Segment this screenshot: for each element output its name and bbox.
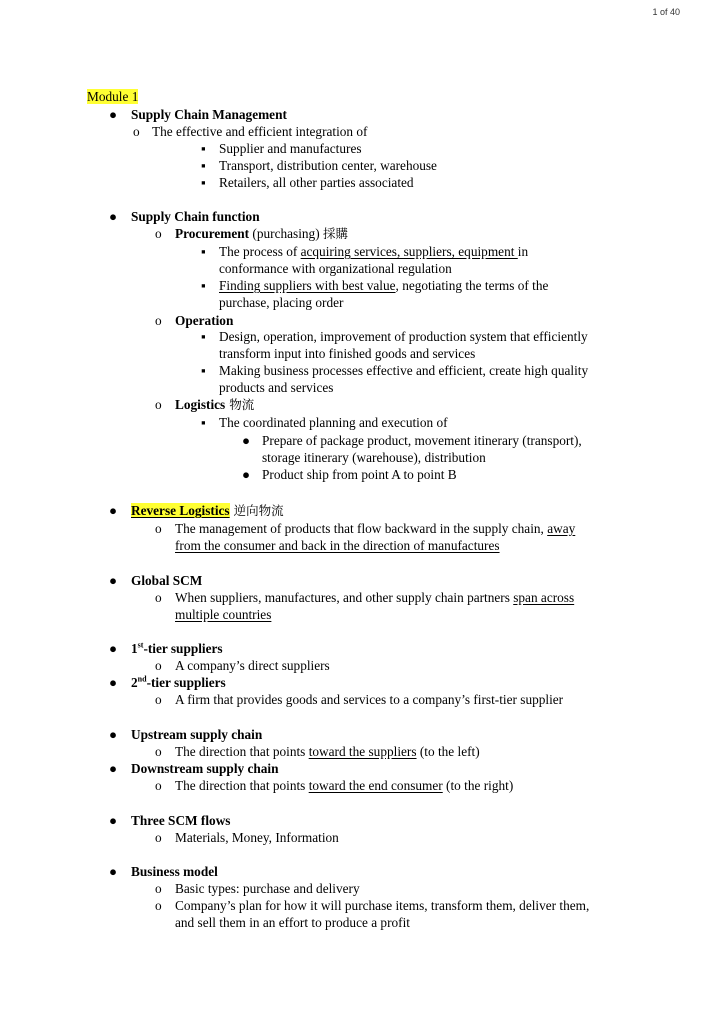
procurement-label: Procurement	[175, 226, 250, 241]
flows-def: Materials, Money, Information	[175, 830, 339, 845]
procurement-cjk: 採購	[322, 226, 348, 241]
downstream-def	[175, 777, 513, 794]
circle-bullet: o	[155, 881, 162, 896]
logistics-d1: Prepare of package product, movement itinerary (transport),	[262, 433, 582, 448]
reverse-line1-u: away	[547, 521, 576, 536]
p1-post: in	[517, 244, 529, 259]
scm-item-2: Retailers, all other parties associated	[219, 175, 414, 190]
square-bullet: ▪	[201, 175, 206, 190]
upstream-def	[175, 743, 480, 760]
circle-bullet: o	[155, 778, 162, 793]
square-bullet: ▪	[201, 278, 206, 293]
bullet-scm: ●	[109, 107, 118, 122]
reverse-line2: from the consumer and back in the direction of manufactures	[175, 538, 500, 553]
scm-def: The effective and efficient integration of	[152, 124, 368, 139]
circle-bullet: o	[155, 692, 162, 707]
square-bullet: ▪	[201, 415, 206, 430]
global-line2: multiple countries	[175, 607, 272, 622]
square-bullet: ▪	[201, 329, 206, 344]
module-title-text: Module 1	[87, 89, 139, 104]
tier1-sup: st	[137, 640, 144, 650]
downstream-post: (to the right)	[442, 778, 514, 793]
operation-o2-line2: products and services	[219, 380, 334, 395]
circle-bullet: o	[155, 226, 162, 241]
reverse-line1	[175, 520, 575, 537]
flows-title: Three SCM flows	[131, 813, 231, 828]
logistics-d2: Product ship from point A to point B	[262, 467, 457, 482]
procurement-p2	[219, 277, 548, 294]
upstream-u: toward the suppliers	[308, 744, 417, 759]
bullet-function: ●	[109, 209, 118, 224]
scm-item-1: Transport, distribution center, warehouse	[219, 158, 437, 173]
reverse-cjk: 逆向物流	[229, 503, 284, 518]
circle-bullet: o	[155, 898, 162, 913]
operation-o1-line2: transform input into finished goods and services	[219, 346, 476, 361]
tier1-def: A company’s direct suppliers	[175, 658, 330, 673]
bullet-business: ●	[109, 864, 118, 879]
operation-o1: Design, operation, improvement of production system that efficiently	[219, 329, 588, 344]
bullet-flows: ●	[109, 813, 118, 828]
logistics-cjk: 物流	[225, 397, 255, 412]
logistics-l1: The coordinated planning and execution of	[219, 415, 448, 430]
scm-item-0: Supplier and manufactures	[219, 141, 362, 156]
procurement-p1	[219, 243, 528, 260]
procurement-paren: (purchasing)	[249, 226, 323, 241]
logistics-label: Logistics	[175, 397, 226, 412]
p2-post: , negotiating the terms of the	[395, 278, 549, 293]
business-b2-line2: and sell them in an effort to produce a profit	[175, 915, 410, 930]
circle-bullet: o	[155, 397, 162, 412]
upstream-post: (to the left)	[416, 744, 480, 759]
tier2-sup: nd	[137, 674, 147, 684]
procurement-p1-line2: conformance with organizational regulation	[219, 261, 452, 276]
reverse-title: Reverse Logistics	[131, 503, 230, 518]
bullet-global: ●	[109, 573, 118, 588]
square-bullet: ▪	[201, 244, 206, 259]
procurement-p2-line2: purchase, placing order	[219, 295, 344, 310]
tier1-rest: -tier suppliers	[143, 641, 223, 656]
business-title: Business model	[131, 864, 218, 879]
global-line1-pre: When suppliers, manufactures, and other supply chain partners	[175, 590, 514, 605]
operation-o2: Making business processes effective and efficient, create high quality	[219, 363, 589, 378]
tier2-num: 2	[131, 675, 138, 690]
circle-bullet: o	[155, 744, 162, 759]
p1-underlined: acquiring services, suppliers, equipment	[300, 244, 518, 259]
logistics-d1-line2: storage itinerary (warehouse), distribution	[262, 450, 486, 465]
scm-title: Supply Chain Management	[131, 107, 287, 122]
bullet-tier1: ●	[109, 641, 118, 656]
bullet-upstream: ●	[109, 727, 118, 742]
bullet-tier2: ●	[109, 675, 118, 690]
upstream-pre: The direction that points	[175, 744, 309, 759]
tier2-rest: -tier suppliers	[146, 675, 226, 690]
global-line1-u: span across	[513, 590, 575, 605]
procurement-line	[175, 225, 348, 242]
square-bullet: ▪	[201, 158, 206, 173]
tier1-title	[131, 640, 223, 657]
module-title	[87, 88, 138, 105]
circle-bullet: o	[155, 590, 162, 605]
square-bullet: ▪	[201, 363, 206, 378]
dot-bullet: ●	[242, 433, 251, 448]
square-bullet: ▪	[201, 141, 206, 156]
global-line1	[175, 589, 574, 606]
bullet-reverse: ●	[109, 503, 118, 518]
operation-label: Operation	[175, 313, 234, 328]
business-b1: Basic types: purchase and delivery	[175, 881, 360, 896]
circle-bullet: o	[155, 830, 162, 845]
business-b2: Company’s plan for how it will purchase items, transform them, deliver them,	[175, 898, 590, 913]
logistics-line	[175, 396, 254, 413]
tier2-def: A firm that provides goods and services to a company’s first-tier supplier	[175, 692, 564, 707]
reverse-title-line	[131, 502, 284, 519]
circle-bullet: o	[155, 521, 162, 536]
p1-pre: The process of	[219, 244, 301, 259]
tier2-title	[131, 674, 226, 691]
downstream-u: toward the end consumer	[308, 778, 443, 793]
circle-bullet: o	[155, 313, 162, 328]
tier1-num: 1	[131, 641, 138, 656]
circle-bullet: o	[155, 658, 162, 673]
upstream-title: Upstream supply chain	[131, 727, 263, 742]
downstream-title: Downstream supply chain	[131, 761, 279, 776]
function-title: Supply Chain function	[131, 209, 260, 224]
global-title: Global SCM	[131, 573, 203, 588]
downstream-pre: The direction that points	[175, 778, 309, 793]
page-number: 1 of 40	[652, 7, 680, 17]
p2-underlined: Finding suppliers with best value	[219, 278, 396, 293]
circle-bullet: o	[133, 124, 140, 139]
bullet-downstream: ●	[109, 761, 118, 776]
dot-bullet: ●	[242, 467, 251, 482]
reverse-line1-pre: The management of products that flow backward in the supply chain,	[175, 521, 548, 536]
